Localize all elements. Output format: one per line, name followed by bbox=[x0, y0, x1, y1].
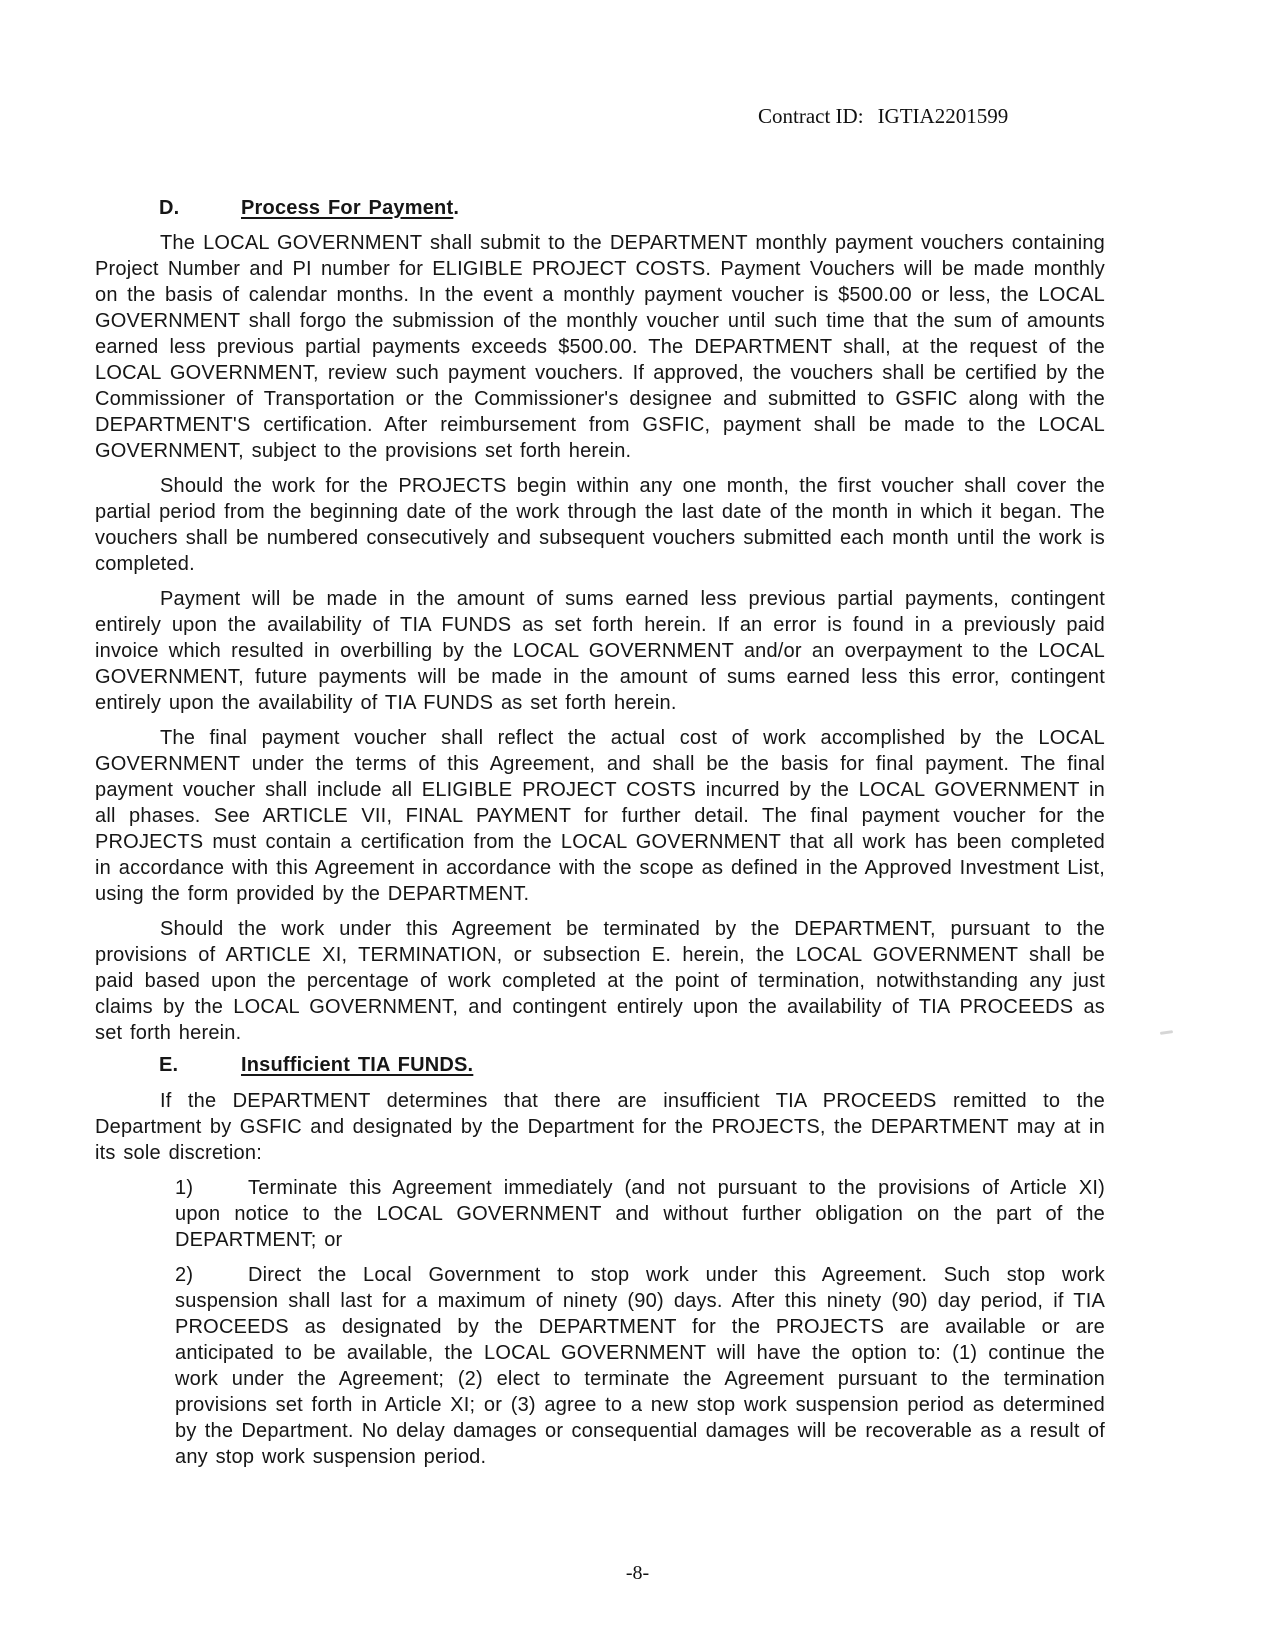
paragraph: The LOCAL GOVERNMENT shall submit to the DEPARTMENT monthly payment vouchers containing Project Number and PI number for ELIGIBLE PROJECT COSTS. Payment Vouchers will be made monthly on the basis of calendar months. In the event a monthly payment voucher is $500.00 or less, the LOCAL GOVERNMENT shall forgo the submission of the monthly voucher until such time that the sum of amounts earned less previous partial payments exceeds $500.00. The DEPARTMENT shall, at the request of the LOCAL GOVERNMENT, review such payment vouchers. If approved, the vouchers shall be certified by the Commissioner of Transportation or the Commissioner's designee and submitted to GSFIC along with the DEPARTMENT'S certification. After reimbursement from GSFIC, payment shall be made to the LOCAL GOVERNMENT, subject to the provisions set forth herein. bbox=[95, 232, 1105, 462]
paragraph: Should the work for the PROJECTS begin within any one month, the first voucher shall cover the partial period from the beginning date of the work through the last date of the month in which it began. The vouchers shall be numbered consecutively and subsequent vouchers submitted each month until the work is completed. bbox=[95, 475, 1105, 575]
page-number: -8- bbox=[625, 1562, 650, 1584]
section-d-letter: D. bbox=[159, 197, 180, 219]
list-item-1-number: 1) bbox=[175, 1177, 194, 1199]
paragraph: The final payment voucher shall reflect the actual cost of work accomplished by the LOCAL GOVERNMENT under the terms of this Agreement, and shall be the basis for final payment. The final payment voucher shall include all ELIGIBLE PROJECT COSTS incurred by the LOCAL GOVERNMENT in all phases. See ARTICLE VII, FINAL PAYMENT for further detail. The final payment voucher for the PROJECTS must contain a certification from the LOCAL GOVERNMENT that all work has been completed in accordance with this Agreement in accordance with the scope as defined in the Approved Investment List, using the form provided by the DEPARTMENT. bbox=[95, 727, 1105, 905]
contract-id-label: Contract ID: bbox=[758, 104, 864, 128]
list-item-1 bbox=[175, 1175, 1105, 1253]
section-e-letter: E. bbox=[159, 1054, 179, 1076]
scan-artifact-mark bbox=[1160, 1030, 1173, 1035]
paragraph: Should the work under this Agreement be terminated by the DEPARTMENT, pursuant to the provisions of ARTICLE XI, TERMINATION, or subsection E. herein, the LOCAL GOVERNMENT shall be paid based upon the percentage of work completed at the point of termination, notwithstanding any just claims by the LOCAL GOVERNMENT, and contingent entirely upon the availability of TIA PROCEEDS as set forth herein. bbox=[95, 918, 1105, 1044]
document-body bbox=[95, 195, 1105, 1470]
list-item-1-text: Terminate this Agreement immediately (and not pursuant to the provisions of Article XI) upon notice to the LOCAL GOVERNMENT and without further obligation on the part of the DEPARTMENT; or bbox=[175, 1177, 1105, 1251]
section-d-title: Process For Payment bbox=[241, 197, 454, 219]
paragraph: If the DEPARTMENT determines that there are insufficient TIA PROCEEDS remitted to the Department by GSFIC and designated by the Department for the PROJECTS, the DEPARTMENT may at in its sole discretion: bbox=[95, 1090, 1105, 1164]
section-process-for-payment bbox=[95, 195, 1105, 1046]
list-item-2 bbox=[175, 1262, 1105, 1470]
section-e-heading bbox=[95, 1052, 1105, 1078]
section-d-heading bbox=[95, 195, 1105, 221]
contract-id-value: IGTIA2201599 bbox=[877, 104, 1009, 128]
section-e-title: Insufficient TIA FUNDS. bbox=[241, 1054, 474, 1076]
section-insufficient-tia-funds bbox=[95, 1052, 1105, 1470]
contract-id-line bbox=[758, 104, 1105, 129]
section-d-title-suffix: . bbox=[453, 197, 460, 219]
paragraph: Payment will be made in the amount of sums earned less previous partial payments, contingent entirely upon the availability of TIA FUNDS as set forth herein. If an error is found in a previously paid invoice which resulted in overbilling by the LOCAL GOVERNMENT and/or an overpayment to the LOCAL GOVERNMENT, future payments will be made in the amount of sums earned less this error, contingent entirely upon the availability of TIA FUNDS as set forth herein. bbox=[95, 588, 1105, 714]
list-item-2-number: 2) bbox=[175, 1264, 194, 1286]
list-item-2-text: Direct the Local Government to stop work under this Agreement. Such stop work suspension shall last for a maximum of ninety (90) days. After this ninety (90) day period, if TIA PROCEEDS as designated by the DEPARTMENT for the PROJECTS are available or are anticipated to be available, the LOCAL GOVERNMENT will have the option to: (1) continue the work under the Agreement; (2) elect to terminate the Agreement pursuant to the termination provisions set forth in Article XI; or (3) agree to a new stop work suspension period as determined by the Department. No delay damages or consequential damages will be recoverable as a result of any stop work suspension period. bbox=[175, 1264, 1105, 1468]
